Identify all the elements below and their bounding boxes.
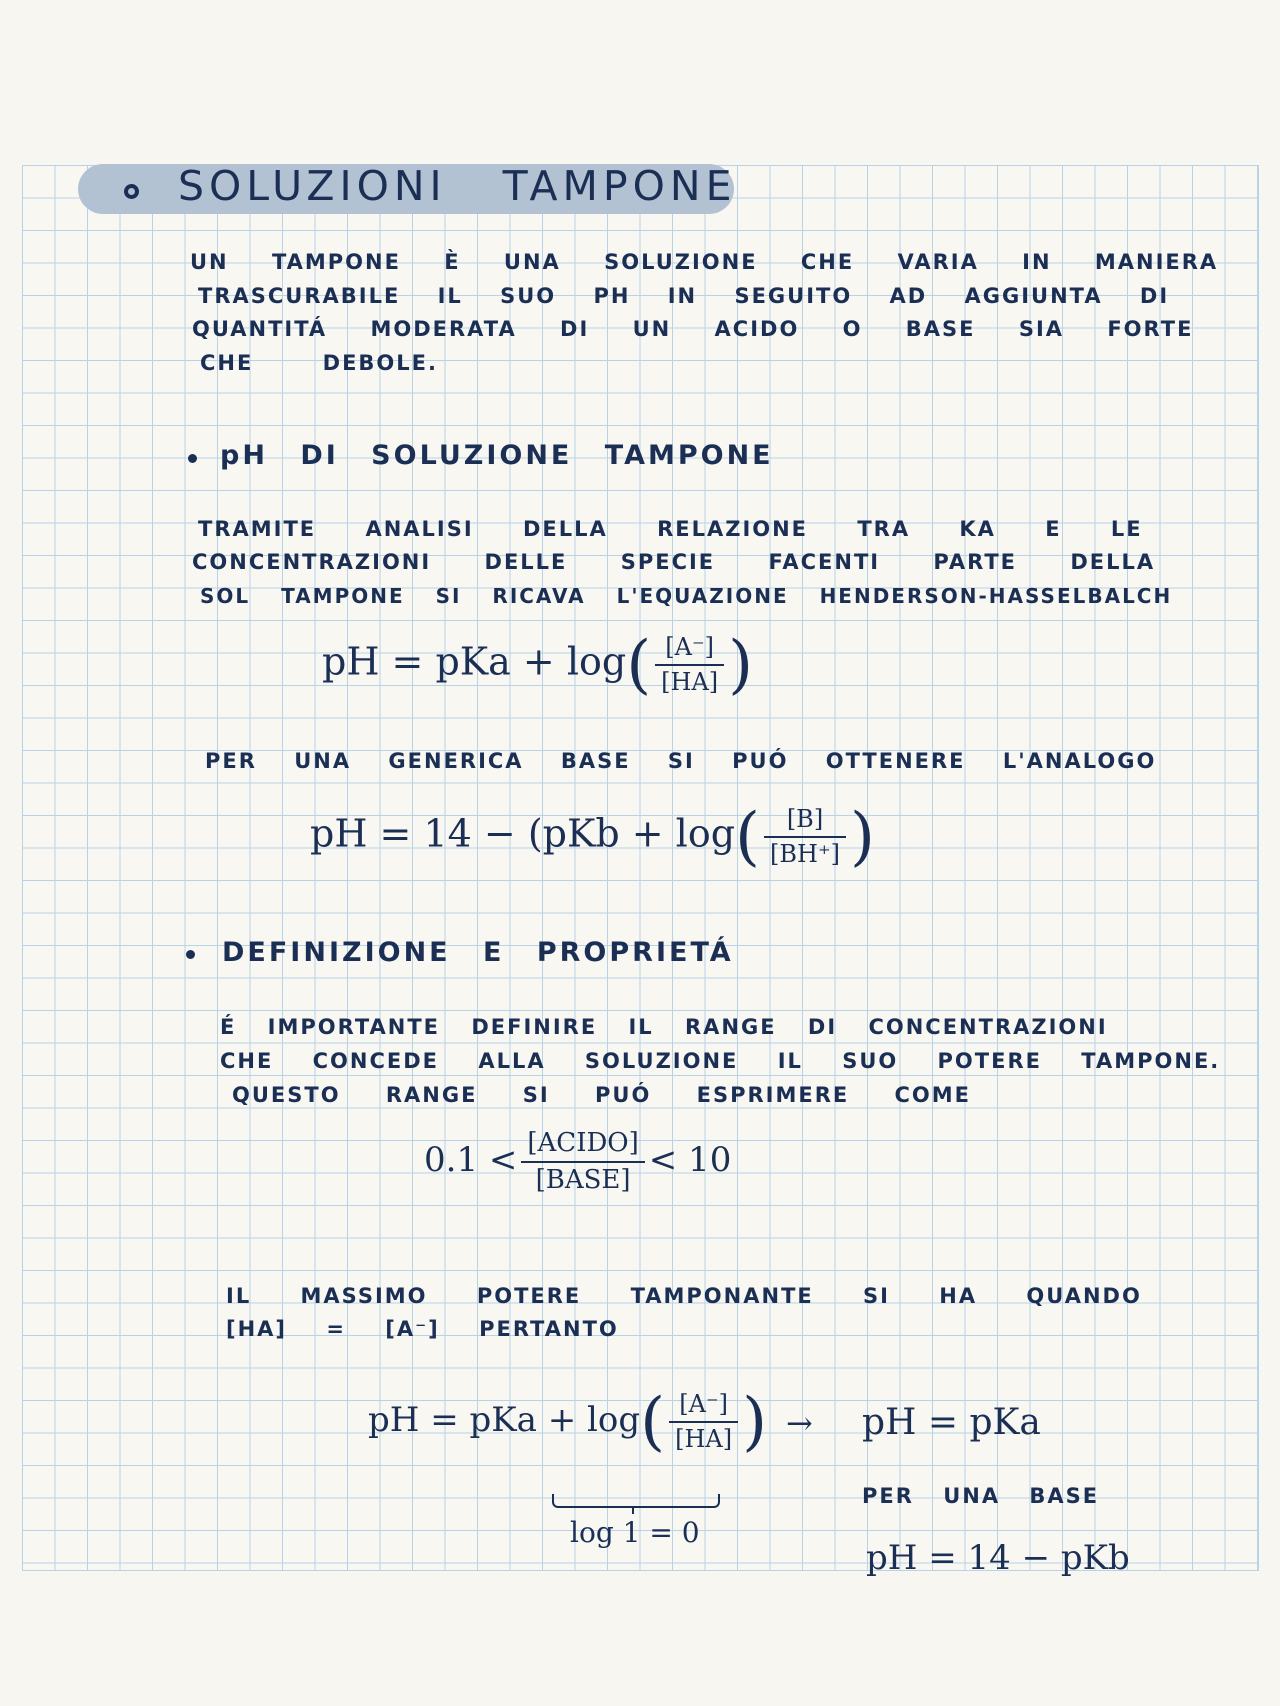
formula3-lhs: pH = pKa + log [368,1400,641,1440]
intro-line-1: UN TAMPONE È UNA SOLUZIONE CHE VARIA IN MANIERA [190,250,1219,274]
arrow-icon: → [786,1404,813,1442]
max-line-1: IL MASSIMO POTERE TAMPONANTE SI HA QUANDO [226,1284,1142,1308]
range-left: 0.1 < [424,1140,518,1181]
section-bullet-icon [186,950,195,959]
ph-line-2: CONCENTRAZIONI DELLE SPECIE FACENTI PARTE DELLA [192,550,1156,574]
formula2-close: ) [849,800,875,874]
ph-line-3: SOL TAMPONE SI RICAVA L'EQUAZIONE HENDERSON-HASSELBALCH [200,584,1173,608]
def-line-2: CHE CONCEDE ALLA SOLUZIONE IL SUO POTERE TAMPONE. [220,1049,1221,1073]
ph-line-1: TRAMITE ANALISI DELLA RELAZIONE TRA KA E LE [198,517,1143,541]
base-label: PER UNA BASE [862,1484,1100,1508]
formula3-denominator: [HA] [675,1425,733,1453]
range-numerator: [ACIDO] [521,1128,644,1163]
formula2-numerator: [B] [764,805,846,838]
section-bullet-icon [188,454,197,463]
formula3-numerator: [A⁻] [669,1390,738,1423]
section-heading-definition: DEFINIZIONE E PROPRIETÁ [222,937,734,968]
formula1-lhs: pH = pKa + log [322,639,627,684]
base-result-formula: pH = 14 − pKb [866,1538,1130,1578]
def-line-3: QUESTO RANGE SI PUÓ ESPRIMERE COME [232,1083,972,1107]
max-buffer-formula: pH = pKa + log( $\frac{[A^-]}{[HA]}$ ) [368,1385,768,1459]
max-line-2: [HA] = [A⁻] PERTANTO [226,1317,619,1341]
range-right: < 10 [648,1140,732,1181]
def-line-1: É IMPORTANTE DEFINIRE IL RANGE DI CONCENTRAZIONI [220,1015,1108,1039]
formula2-denominator: [BH⁺] [770,840,840,868]
range-formula [424,1128,731,1196]
range-denominator: [BASE] [535,1165,631,1196]
underbrace [552,1494,720,1508]
formula3-fraction [669,1390,738,1454]
formula1-numerator: [A⁻] [655,633,724,666]
title-bullet-icon [124,184,139,199]
intro-line-3: QUANTITÁ MODERATA DI UN ACIDO O BASE SIA FORTE [192,317,1194,341]
section-heading-ph: pH DI SOLUZIONE TAMPONE [220,440,774,471]
intro-line-2: TRASCURABILE IL SUO PH IN SEGUITO AD AGGIUNTA DI [198,284,1170,308]
brace-label: log 1 = 0 [570,1516,700,1549]
result-formula: pH = pKa [862,1402,1041,1443]
formula2-fraction [764,805,846,869]
page-title: SOLUZIONI TAMPONE [178,162,737,210]
base-buffer-formula: pH = 14 − (pKb + log( $\frac{[B]}{[BH^+]}$ ) [310,800,875,874]
range-fraction [521,1128,644,1196]
formula1-fraction [655,633,724,697]
intro-line-4: CHE DEBOLE. [200,351,438,375]
underbrace-tip [632,1506,634,1514]
formula2-lhs: pH = 14 − (pKb + log [310,811,736,856]
henderson-hasselbalch-formula: pH = pKa + log( $\frac{[A^-]}{[HA]}$ ) [322,628,754,702]
base-intro-line: PER UNA GENERICA BASE SI PUÓ OTTENERE L'ANALOGO [205,749,1157,773]
formula1-denominator: [HA] [661,668,719,696]
